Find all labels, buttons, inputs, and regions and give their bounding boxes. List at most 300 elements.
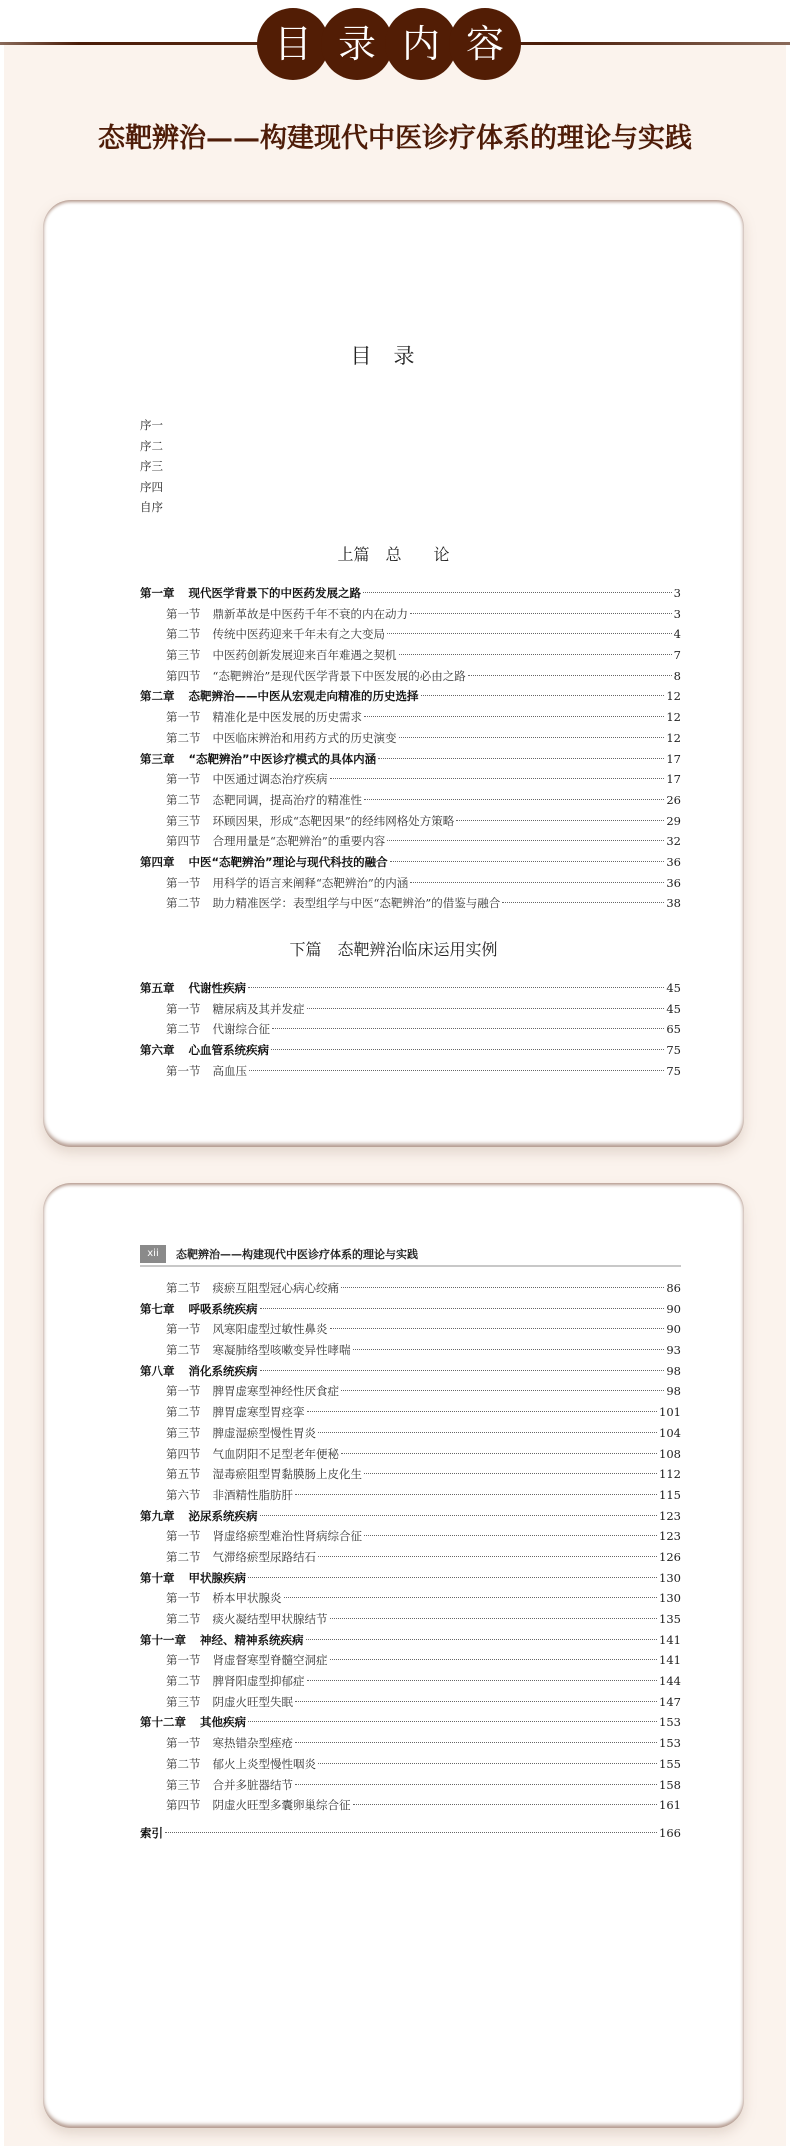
toc-entry-number: 第一章 xyxy=(140,586,175,600)
toc-entry-number: 第二节 xyxy=(166,1674,201,1689)
part-title: 下篇 态靶辨治临床运用实例 xyxy=(289,940,498,959)
toc-entry-label xyxy=(140,893,500,914)
toc-entry-page: 98 xyxy=(666,1363,681,1378)
toc-entry-number: 第八章 xyxy=(140,1363,175,1378)
toc-entry-title: 中医通过调态治疗疾病 xyxy=(212,772,328,787)
toc-entry-number: 第七章 xyxy=(140,1301,175,1316)
toc-entry-title: 脾肾阳虚型抑郁症 xyxy=(212,1674,305,1689)
toc-entry-label xyxy=(140,873,408,894)
toc-chapter-row[interactable] xyxy=(140,978,681,999)
toc-section-row[interactable] xyxy=(140,1278,681,1299)
toc-section-row[interactable] xyxy=(140,1588,681,1609)
part-title: 上篇 总 论 xyxy=(337,545,450,564)
toc-entry-number: 第六节 xyxy=(166,1487,201,1502)
toc-entry-label xyxy=(140,1609,328,1630)
toc-entry-page: 38 xyxy=(666,896,681,911)
toc-section-row[interactable] xyxy=(140,707,681,728)
toc-entry-label xyxy=(140,1040,269,1061)
toc-page-1 xyxy=(43,200,744,1147)
toc-entry-page: 4 xyxy=(673,627,681,642)
toc-heading: 目录 xyxy=(350,344,437,368)
toc-entry-page: 8 xyxy=(673,668,681,683)
banner-circle: 内 xyxy=(385,8,457,80)
toc-section-row[interactable] xyxy=(140,624,681,645)
toc-section-row[interactable] xyxy=(140,893,681,914)
toc-entry-label xyxy=(140,1278,339,1299)
leader-dots xyxy=(399,736,665,738)
toc-entry-number: 第一节 xyxy=(166,1001,201,1016)
toc-section-row[interactable] xyxy=(140,1402,681,1423)
toc-entry-title: 桥本甲状腺炎 xyxy=(212,1591,282,1606)
toc-list xyxy=(140,978,681,1081)
toc-entry-label xyxy=(140,1019,270,1040)
toc-section-row[interactable] xyxy=(140,1754,681,1775)
toc-entry-page: 123 xyxy=(659,1508,681,1523)
toc-entry-number: 第三节 xyxy=(166,813,201,828)
toc-entry-page: 123 xyxy=(659,1529,681,1544)
leader-dots xyxy=(284,1596,658,1598)
toc-section-row[interactable] xyxy=(140,1340,681,1361)
toc-entry-number: 第六章 xyxy=(140,1043,175,1058)
leader-dots xyxy=(260,1514,658,1516)
toc-entry-page: 7 xyxy=(673,648,681,663)
leader-dots xyxy=(468,674,672,676)
toc-entry-label xyxy=(140,1588,282,1609)
toc-entry-page: 130 xyxy=(659,1570,681,1585)
toc-entry-page: 135 xyxy=(659,1612,681,1626)
toc-entry-page: 144 xyxy=(659,1674,681,1689)
toc-entry-label xyxy=(140,1506,258,1527)
toc-entry-label xyxy=(140,728,397,749)
preface-item[interactable]: 序一 xyxy=(140,418,163,432)
leader-dots xyxy=(260,1369,665,1371)
toc-entry-title: 阴虚火旺型多囊卵巢综合征 xyxy=(212,1798,351,1813)
toc-entry-title: 态靶同调，提高治疗的精准性 xyxy=(212,792,362,807)
toc-entry-number: 第四节 xyxy=(166,1798,201,1813)
toc-entry-page: 12 xyxy=(666,689,681,704)
toc-entry-title: 湿毒瘀阻型胃黏膜肠上皮化生 xyxy=(212,1467,362,1482)
book-title: 态靶辨治——构建现代中医诊疗体系的理论与实践 xyxy=(98,123,692,154)
toc-entry-page: 141 xyxy=(659,1632,681,1647)
toc-entry-title: 寒凝肺络型咳嗽变异性哮喘 xyxy=(212,1343,351,1358)
toc-entry-number: 第十二章 xyxy=(140,1715,186,1730)
toc-entry-page: 45 xyxy=(666,1001,681,1016)
toc-entry-label xyxy=(140,999,305,1020)
toc-entry-number: 第五章 xyxy=(140,981,175,995)
toc-entry-title: 心血管系统疾病 xyxy=(188,1043,269,1058)
toc-entry-page: 3 xyxy=(673,586,681,600)
toc-index xyxy=(140,1823,681,1844)
leader-dots xyxy=(410,881,664,883)
toc-section-row[interactable] xyxy=(140,790,681,811)
toc-section-row[interactable] xyxy=(140,831,681,852)
toc-entry-number: 第二节 xyxy=(166,627,201,642)
toc-chapter-row[interactable] xyxy=(140,1568,681,1589)
leader-dots xyxy=(307,1679,658,1681)
toc-entry-number: 第十章 xyxy=(140,1570,175,1585)
toc-entry-page: 93 xyxy=(666,1343,681,1358)
toc-section-row[interactable] xyxy=(140,769,681,790)
toc-entry-page: 12 xyxy=(666,710,681,725)
leader-dots xyxy=(410,612,672,614)
toc-entry-label xyxy=(140,1712,246,1733)
toc-entry-label xyxy=(140,1775,293,1796)
leader-dots xyxy=(307,1007,665,1009)
preface-item[interactable]: 序四 xyxy=(140,479,163,494)
toc-entry-page: 130 xyxy=(659,1591,681,1606)
toc-entry-page: 112 xyxy=(659,1467,681,1482)
toc-section-row[interactable] xyxy=(140,604,681,625)
leader-dots xyxy=(387,839,664,841)
toc-entry-page: 75 xyxy=(666,1063,681,1078)
toc-entry-label xyxy=(140,1671,305,1692)
leader-dots xyxy=(318,1762,657,1764)
toc-chapter-row[interactable] xyxy=(140,1299,681,1320)
toc-entry-label xyxy=(140,1299,258,1320)
leader-dots xyxy=(248,1576,657,1578)
running-head-title: 态靶辨治——构建现代中医诊疗体系的理论与实践 xyxy=(176,1248,418,1261)
toc-entry-label xyxy=(140,749,376,770)
toc-entry-number: 第一节 xyxy=(166,1322,201,1337)
toc-entry-title: 泌尿系统疾病 xyxy=(188,1508,258,1523)
toc-entry-number: 第五节 xyxy=(166,1467,201,1482)
toc-entry-title: 郁火上炎型慢性咽炎 xyxy=(212,1756,316,1771)
toc-entry-label xyxy=(140,1402,305,1423)
leader-dots xyxy=(307,1410,658,1412)
toc-section-row[interactable] xyxy=(140,811,681,832)
toc-section-row[interactable] xyxy=(140,1795,681,1816)
toc-entry-title: 其他疾病 xyxy=(200,1715,246,1730)
toc-section-row[interactable] xyxy=(140,1485,681,1506)
leader-dots xyxy=(364,715,664,717)
toc-section-row[interactable] xyxy=(140,1733,681,1754)
leader-dots xyxy=(456,819,664,821)
toc-entry-label xyxy=(140,1526,362,1547)
toc-entry-page: 115 xyxy=(659,1487,681,1502)
toc-entry-label xyxy=(140,645,397,666)
toc-entry-title: 肾虚络瘀型难治性肾病综合征 xyxy=(212,1529,362,1544)
toc-entry-number: 第九章 xyxy=(140,1508,175,1523)
toc-entry-label xyxy=(140,1795,351,1816)
leader-dots xyxy=(318,1431,657,1433)
toc-entry-title: 环顾因果，形成“态靶因果”的经纬网格处方策略 xyxy=(212,813,455,828)
leader-dots xyxy=(363,591,672,593)
toc-entry-page: 36 xyxy=(666,875,681,890)
page-number-badge: xii xyxy=(140,1245,166,1263)
toc-entry-label xyxy=(140,769,328,790)
toc-entry-page: 26 xyxy=(666,792,681,807)
leader-dots xyxy=(378,757,664,759)
toc-entry-title: 现代医学背景下的中医药发展之路 xyxy=(188,586,361,600)
leader-dots xyxy=(330,1658,658,1660)
toc-chapter-row[interactable] xyxy=(140,1712,681,1733)
toc-entry-page: 141 xyxy=(659,1653,681,1668)
toc-entry-label xyxy=(140,1754,316,1775)
toc-section-row[interactable] xyxy=(140,873,681,894)
preface-item[interactable]: 序二 xyxy=(140,438,163,453)
toc-entry-label xyxy=(140,1061,247,1082)
toc-entry-title: 精准化是中医发展的历史需求 xyxy=(212,710,362,725)
toc-section-row[interactable] xyxy=(140,1609,681,1630)
toc-chapter-row[interactable] xyxy=(140,1361,681,1382)
toc-section-row[interactable] xyxy=(140,1444,681,1465)
toc-entry-number: 第二节 xyxy=(166,896,201,911)
toc-entry-title: 风寒阳虚型过敏性鼻炎 xyxy=(212,1322,328,1337)
toc-entry-label xyxy=(140,604,408,625)
toc-section-row[interactable] xyxy=(140,1671,681,1692)
toc-entry-page: 161 xyxy=(659,1798,681,1813)
toc-entry-number: 第一节 xyxy=(166,1591,201,1606)
toc-entry-page: 158 xyxy=(659,1777,681,1792)
toc-entry-page: 29 xyxy=(666,813,681,828)
toc-entry-label xyxy=(140,666,466,687)
leader-dots xyxy=(249,1069,664,1071)
toc-entry-label xyxy=(140,1485,293,1506)
toc-entry-number: 第一节 xyxy=(166,606,201,621)
toc-entry-title: 助力精准医学：表型组学与中医“态靶辨治”的借鉴与融合 xyxy=(212,896,501,911)
toc-entry-number: 第二节 xyxy=(166,730,201,745)
leader-dots xyxy=(330,777,665,779)
leader-dots xyxy=(502,901,664,903)
toc-entry-number: 第二节 xyxy=(166,1405,201,1420)
toc-entry-label xyxy=(140,1340,351,1361)
toc-entry-number: 第一节 xyxy=(166,1653,201,1668)
running-head xyxy=(140,1243,681,1267)
leader-dots xyxy=(271,1048,664,1050)
toc-entry-label xyxy=(140,1692,293,1713)
toc-entry-title: 气滞络瘀型尿路结石 xyxy=(212,1549,316,1564)
toc-entry-number: 第一节 xyxy=(166,772,201,787)
toc-entry-page: 75 xyxy=(666,1043,681,1058)
leader-dots xyxy=(330,1617,658,1619)
leader-dots xyxy=(364,1472,657,1474)
toc-entry-page: 17 xyxy=(666,751,681,766)
toc-chapter-row[interactable] xyxy=(140,749,681,770)
toc-entry-title: 呼吸系统疾病 xyxy=(188,1301,258,1316)
toc-section-row[interactable] xyxy=(140,1775,681,1796)
toc-entry-page: 126 xyxy=(659,1549,681,1564)
banner-circles xyxy=(257,8,527,80)
toc-section-row[interactable] xyxy=(140,1423,681,1444)
toc-entry-title: 阴虚火旺型失眠 xyxy=(212,1694,293,1709)
toc-section-row[interactable] xyxy=(140,728,681,749)
toc-entry-page: 86 xyxy=(666,1281,681,1295)
toc-section-row[interactable] xyxy=(140,1526,681,1547)
toc-entry-label xyxy=(140,1361,258,1382)
toc-entry-page: 108 xyxy=(659,1446,681,1461)
toc-entry-title: “态靶辨治”中医诊疗模式的具体内涵 xyxy=(188,751,377,766)
toc-entry-label xyxy=(140,1650,328,1671)
leader-dots xyxy=(306,1638,658,1640)
toc-entry-label xyxy=(140,1464,362,1485)
leader-dots xyxy=(248,986,664,988)
toc-chapter-row[interactable] xyxy=(140,686,681,707)
leader-dots xyxy=(248,1720,657,1722)
leader-dots xyxy=(295,1741,657,1743)
toc-entry-label xyxy=(140,790,362,811)
toc-entry-label xyxy=(140,1630,304,1651)
toc-entry-label xyxy=(140,1444,339,1465)
toc-section-row[interactable] xyxy=(140,999,681,1020)
toc-entry-number: 第二节 xyxy=(166,1756,201,1771)
leader-dots xyxy=(260,1307,665,1309)
leader-dots xyxy=(364,798,664,800)
toc-entry-label xyxy=(140,852,388,873)
toc-section-row[interactable] xyxy=(140,1061,681,1082)
toc-entry-title: 索引 xyxy=(140,1826,163,1840)
toc-entry-title: 寒热错杂型痤疮 xyxy=(212,1736,293,1751)
toc-entry-label xyxy=(140,978,246,999)
toc-entry-title: 高血压 xyxy=(212,1063,247,1078)
toc-entry-label xyxy=(140,1381,339,1402)
toc-chapter-row[interactable] xyxy=(140,1040,681,1061)
toc-section-row[interactable] xyxy=(140,1650,681,1671)
leader-dots xyxy=(330,1327,665,1329)
toc-entry-label xyxy=(140,1547,316,1568)
leader-dots xyxy=(353,1803,658,1805)
toc-entry-title: 中医临床辨治和用药方式的历史演变 xyxy=(212,730,397,745)
toc-list xyxy=(140,583,681,914)
leader-dots xyxy=(353,1348,665,1350)
toc-entry-title: 脾虚湿瘀型慢性胃炎 xyxy=(212,1425,316,1440)
toc-entry-page: 45 xyxy=(666,981,681,995)
toc-entry-page: 32 xyxy=(666,834,681,849)
preface-list xyxy=(140,415,163,518)
leader-dots xyxy=(272,1027,664,1029)
toc-entry-number: 第三节 xyxy=(166,1425,201,1440)
toc-chapter-row[interactable] xyxy=(140,1630,681,1651)
toc-entry-number: 第一节 xyxy=(166,1384,201,1399)
preface-item[interactable]: 自序 xyxy=(140,500,163,515)
toc-entry-number: 第三节 xyxy=(166,1777,201,1792)
toc-entry-title: 中医药创新发展迎来百年难遇之契机 xyxy=(212,648,397,663)
toc-entry-label xyxy=(140,686,419,707)
toc-entry-number: 第二章 xyxy=(140,689,175,704)
toc-section-row[interactable] xyxy=(140,1381,681,1402)
toc-entry-title: 合理用量是“态靶辨治”的重要内容 xyxy=(212,834,386,849)
toc-entry-number: 第四节 xyxy=(166,834,201,849)
leader-dots xyxy=(341,1389,664,1391)
toc-entry-title: 用科学的语言来阐释“态靶辨治”的内涵 xyxy=(212,875,409,890)
toc-entry-label xyxy=(140,1568,246,1589)
toc-entry-page: 36 xyxy=(666,854,681,869)
toc-entry-number: 第十一章 xyxy=(140,1632,186,1647)
toc-entry-page: 153 xyxy=(659,1736,681,1751)
toc-entry-label xyxy=(140,1319,328,1340)
toc-chapter-row[interactable] xyxy=(140,1506,681,1527)
leader-dots xyxy=(390,860,665,862)
preface-item[interactable]: 序三 xyxy=(140,459,163,474)
toc-section-row[interactable] xyxy=(140,1692,681,1713)
toc-entry-number: 第一节 xyxy=(166,1063,201,1078)
toc-entry-title: 痰火凝结型甲状腺结节 xyxy=(212,1612,328,1626)
toc-entry-number: 第四章 xyxy=(140,854,175,869)
toc-section-row[interactable] xyxy=(140,1319,681,1340)
toc-entry-page: 17 xyxy=(666,772,681,787)
leader-dots xyxy=(399,653,672,655)
toc-entry-title: 中医“态靶辨治”理论与现代科技的融合 xyxy=(188,854,388,869)
toc-entry-title: 非酒精性脂肪肝 xyxy=(212,1487,293,1502)
toc-entry-page: 90 xyxy=(666,1322,681,1337)
toc-entry-page: 65 xyxy=(666,1022,681,1037)
leader-dots xyxy=(341,1452,657,1454)
toc-entry-title: 痰瘀互阻型冠心病心绞痛 xyxy=(212,1281,339,1295)
toc-entry-title: 神经、精神系统疾病 xyxy=(200,1632,304,1647)
toc-entry-label xyxy=(140,1733,293,1754)
toc-entry-title: 代谢性疾病 xyxy=(188,981,246,995)
leader-dots xyxy=(341,1286,664,1288)
toc-entry-title: 糖尿病及其并发症 xyxy=(212,1001,305,1016)
toc-row-index[interactable] xyxy=(140,1823,681,1844)
banner-circle: 目 xyxy=(257,8,329,80)
toc-entry-number: 第二节 xyxy=(166,1549,201,1564)
toc-section-row[interactable] xyxy=(140,645,681,666)
toc-entry-page: 153 xyxy=(659,1715,681,1730)
toc-entry-page: 155 xyxy=(659,1756,681,1771)
toc-entry-title: 鼎新革故是中医药千年不衰的内在动力 xyxy=(212,606,408,621)
leader-dots xyxy=(364,1534,657,1536)
leader-dots xyxy=(387,632,672,634)
toc-chapter-row[interactable] xyxy=(140,852,681,873)
toc-entry-number: 第二节 xyxy=(166,792,201,807)
toc-entry-number: 第三章 xyxy=(140,751,175,766)
toc-entry-number: 第二节 xyxy=(166,1343,201,1358)
toc-entry-label xyxy=(140,831,385,852)
banner-circle: 录 xyxy=(321,8,393,80)
banner-circle: 容 xyxy=(449,8,521,80)
toc-list xyxy=(140,1278,681,1816)
toc-entry-number: 第一节 xyxy=(166,1736,201,1751)
toc-entry-title: 脾胃虚寒型神经性厌食症 xyxy=(212,1384,339,1399)
toc-entry-number: 第三节 xyxy=(166,1694,201,1709)
toc-entry-title: 态靶辨治——中医从宏观走向精准的历史选择 xyxy=(188,689,419,704)
leader-dots xyxy=(295,1493,657,1495)
toc-entry-number: 第三节 xyxy=(166,648,201,663)
toc-entry-title: 脾胃虚寒型胃痉挛 xyxy=(212,1405,305,1420)
toc-entry-number: 第二节 xyxy=(166,1612,201,1626)
toc-entry-page: 98 xyxy=(666,1384,681,1399)
toc-section-row[interactable] xyxy=(140,1547,681,1568)
toc-page-2 xyxy=(43,1183,744,2128)
toc-entry-label xyxy=(140,707,362,728)
toc-entry-number: 第四节 xyxy=(166,1446,201,1461)
toc-chapter-row[interactable] xyxy=(140,583,681,604)
toc-entry-label xyxy=(140,624,385,645)
toc-entry-title: 甲状腺疾病 xyxy=(188,1570,246,1585)
toc-entry-number: 第一节 xyxy=(166,875,201,890)
toc-entry-title: 气血阴阳不足型老年便秘 xyxy=(212,1446,339,1461)
toc-section-row[interactable] xyxy=(140,1019,681,1040)
toc-entry-page: 12 xyxy=(666,730,681,745)
toc-entry-page: 147 xyxy=(659,1694,681,1709)
toc-entry-number: 第一节 xyxy=(166,710,201,725)
toc-section-row[interactable] xyxy=(140,666,681,687)
leader-dots xyxy=(295,1700,657,1702)
leader-dots xyxy=(421,694,665,696)
toc-entry-number: 第一节 xyxy=(166,1529,201,1544)
toc-entry-page: 101 xyxy=(659,1405,681,1420)
toc-entry-title: 消化系统疾病 xyxy=(188,1363,258,1378)
toc-section-row[interactable] xyxy=(140,1464,681,1485)
leader-dots xyxy=(165,1831,657,1833)
toc-entry-number: 第四节 xyxy=(166,668,201,683)
toc-entry-title: 肾虚督寒型脊髓空洞症 xyxy=(212,1653,328,1668)
toc-entry-label xyxy=(140,1423,316,1444)
toc-entry-title: “态靶辨治”是现代医学背景下中医发展的必由之路 xyxy=(212,668,466,683)
toc-entry-page: 3 xyxy=(673,606,681,621)
leader-dots xyxy=(295,1783,657,1785)
toc-entry-title: 合并多脏器结节 xyxy=(212,1777,293,1792)
